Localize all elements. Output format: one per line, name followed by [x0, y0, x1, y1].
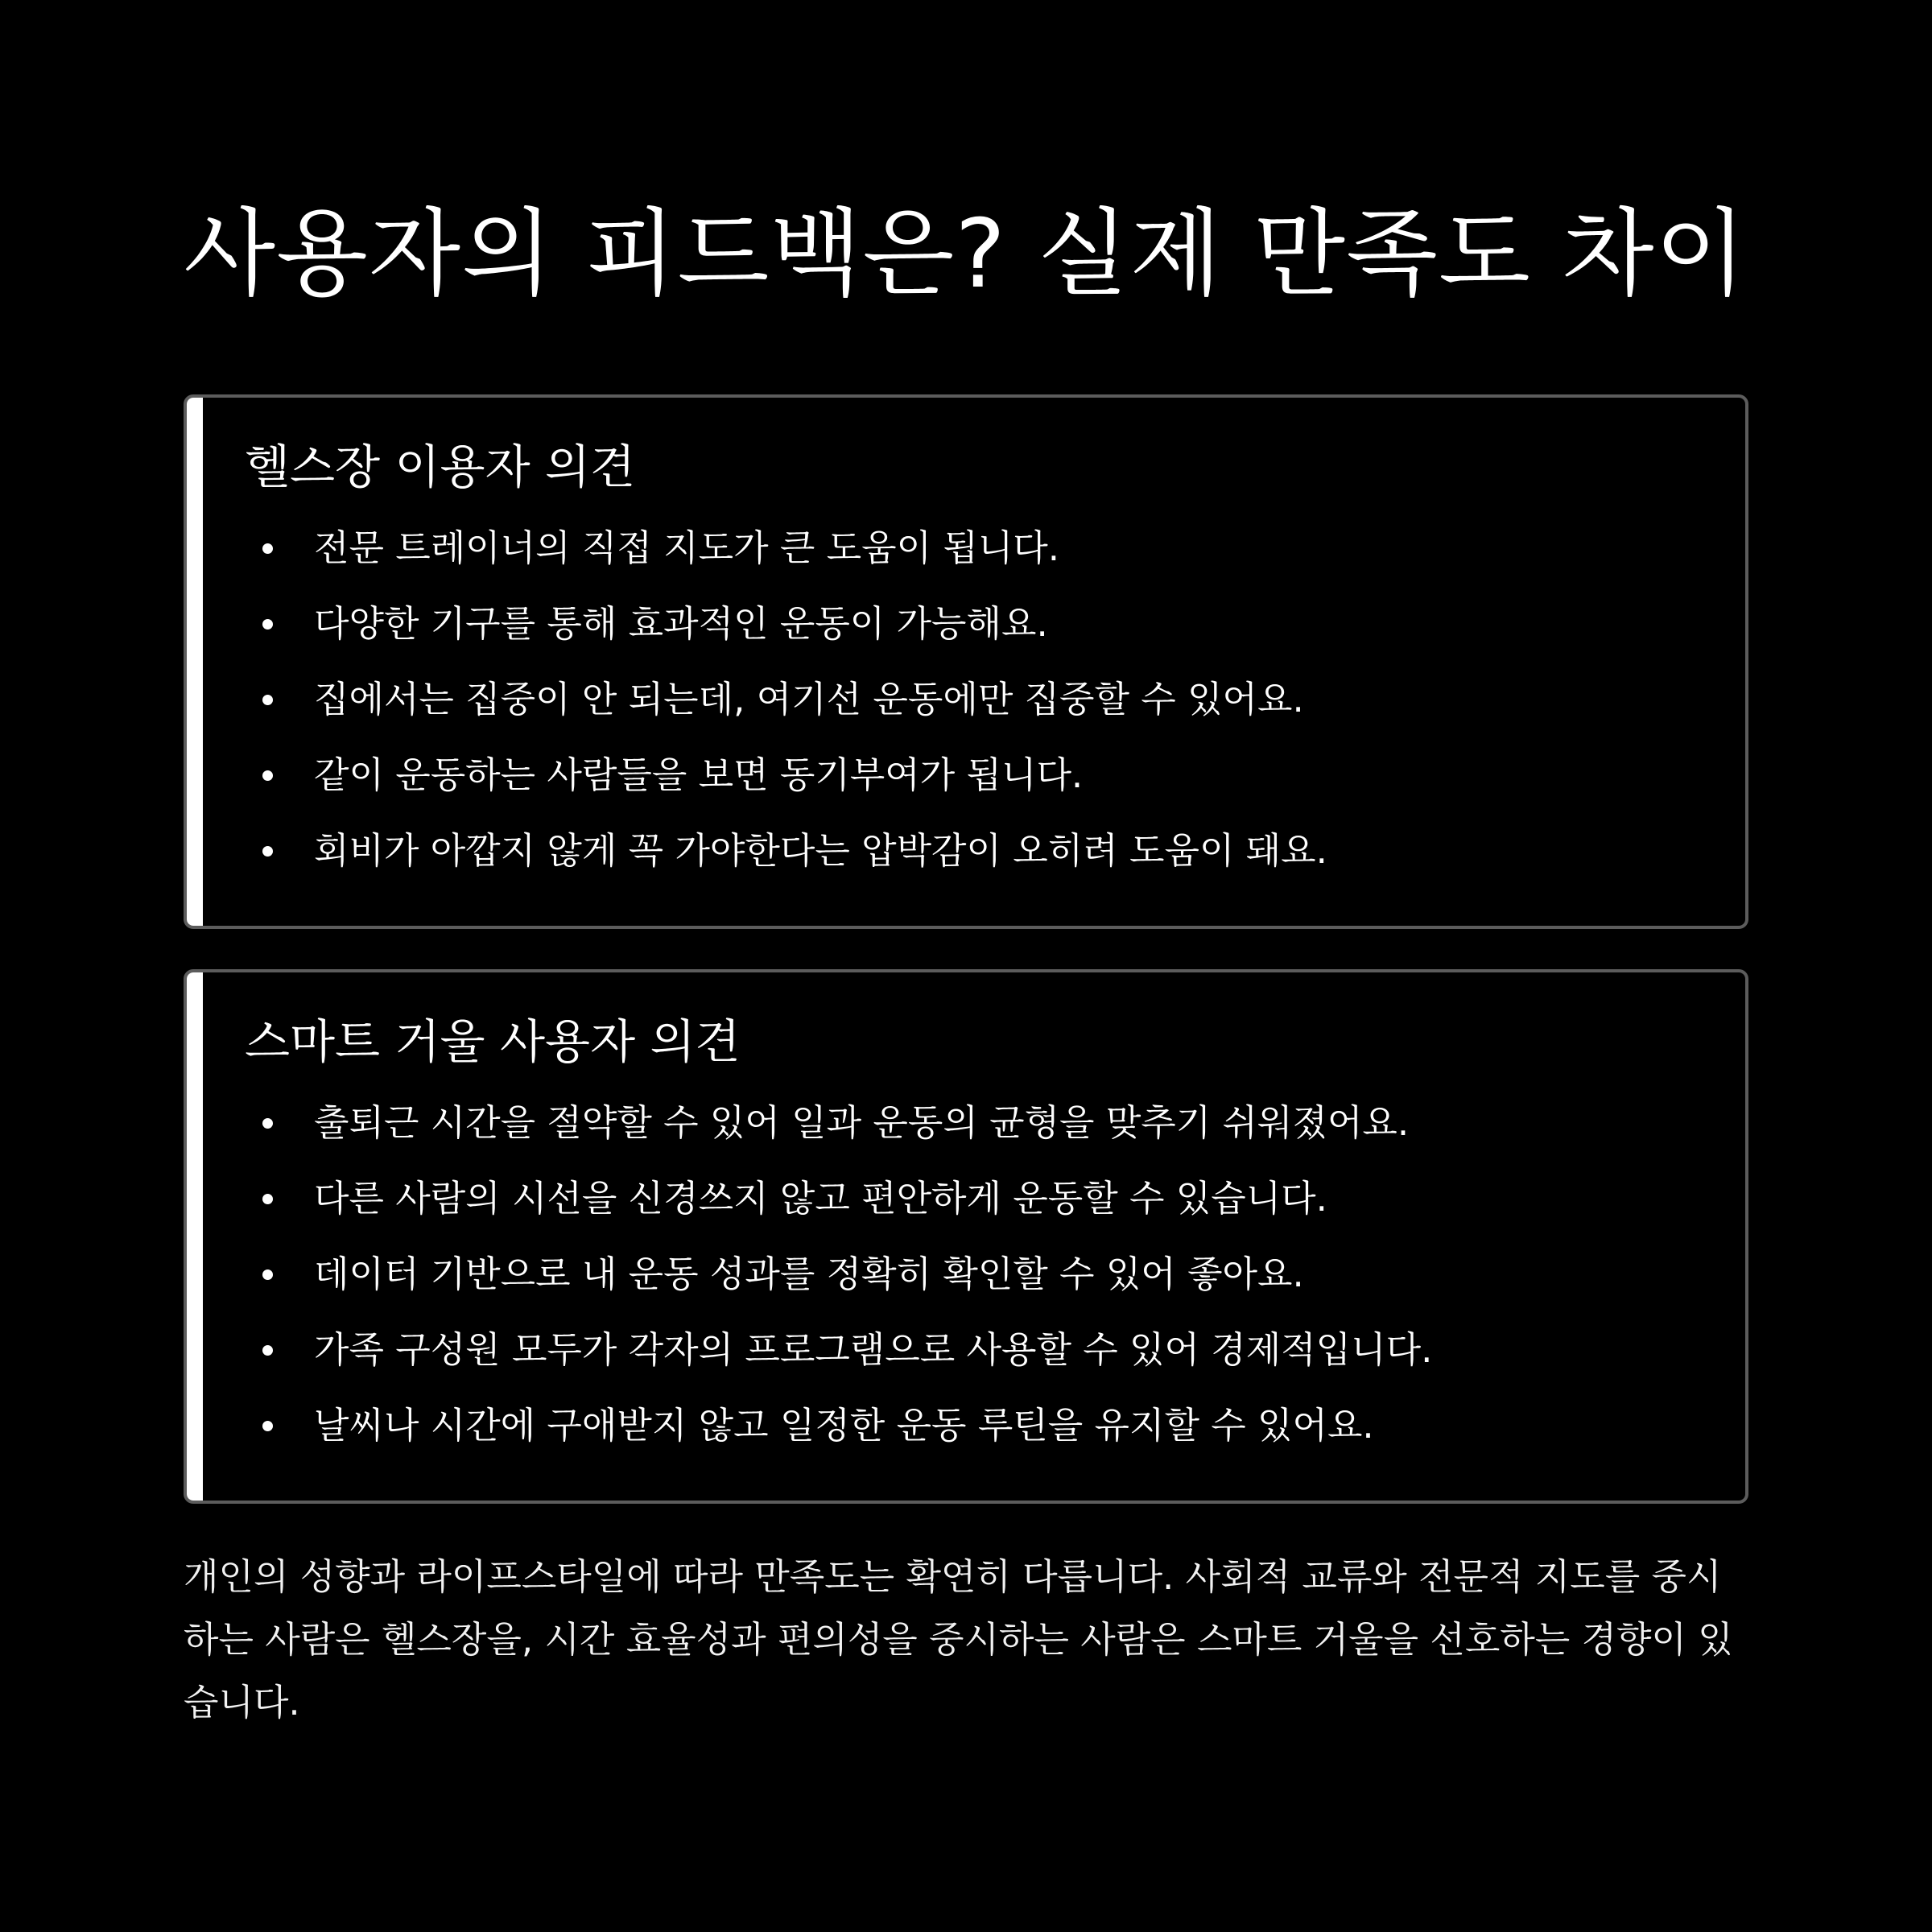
list-item [251, 1161, 1432, 1236]
list-item [251, 737, 1327, 813]
bullet-icon [262, 1421, 273, 1431]
list-item [251, 586, 1327, 662]
list-item [251, 813, 1327, 889]
smart-mirror-card-heading: 스마트 거울 사용자 의견 [245, 1014, 741, 1069]
list-item-text: 회비가 아깝지 않게 꼭 가야한다는 압박감이 오히려 도움이 돼요. [314, 829, 1327, 872]
smart-mirror-feedback-card [184, 969, 1748, 1504]
list-item [251, 662, 1327, 737]
gym-card-heading: 헬스장 이용자 의견 [245, 440, 636, 494]
page-title: 사용자의 피드백은? 실제 만족도 차이 [184, 198, 1748, 309]
list-item-text: 데이터 기반으로 내 운동 성과를 정확히 확인할 수 있어 좋아요. [314, 1253, 1304, 1295]
list-item [251, 1236, 1432, 1312]
bullet-icon [262, 619, 273, 630]
list-item-text: 다양한 기구를 통해 효과적인 운동이 가능해요. [314, 602, 1048, 645]
bullet-icon [262, 1345, 273, 1356]
list-item [251, 510, 1327, 586]
bullet-icon [262, 1194, 273, 1204]
card-accent-bar [187, 398, 203, 926]
list-item [251, 1085, 1432, 1161]
list-item-text: 날씨나 시간에 구애받지 않고 일정한 운동 루틴을 유지할 수 있어요. [314, 1404, 1374, 1447]
list-item [251, 1388, 1432, 1463]
list-item-text: 집에서는 집중이 안 되는데, 여기선 운동에만 집중할 수 있어요. [314, 678, 1304, 720]
summary-paragraph: 개인의 성향과 라이프스타일에 따라 만족도는 확연히 다릅니다. 사회적 교류와 전문적 지도를 중시하는 사람은 헬스장을, 시간 효율성과 편의성을 중시하는 사람은 스마트 거울을 선호하는 경향이 있습니다. [184, 1555, 1733, 1724]
list-item-text: 가족 구성원 모두가 각자의 프로그램으로 사용할 수 있어 경제적입니다. [314, 1328, 1433, 1371]
card-accent-bar [187, 972, 203, 1501]
smart-mirror-feedback-list [251, 1085, 1432, 1463]
gym-feedback-list [251, 510, 1327, 889]
bullet-icon [262, 543, 273, 554]
list-item-text: 다른 사람의 시선을 신경쓰지 않고 편안하게 운동할 수 있습니다. [314, 1177, 1327, 1220]
list-item [251, 1312, 1432, 1388]
list-item-text: 같이 운동하는 사람들을 보면 동기부여가 됩니다. [314, 753, 1084, 796]
bullet-icon [262, 695, 273, 705]
bullet-icon [262, 1269, 273, 1280]
bullet-icon [262, 770, 273, 781]
bullet-icon [262, 846, 273, 857]
gym-feedback-card [184, 394, 1748, 929]
list-item-text: 전문 트레이너의 직접 지도가 큰 도움이 됩니다. [314, 526, 1060, 569]
list-item-text: 출퇴근 시간을 절약할 수 있어 일과 운동의 균형을 맞추기 쉬워졌어요. [314, 1101, 1410, 1144]
bullet-icon [262, 1118, 273, 1129]
